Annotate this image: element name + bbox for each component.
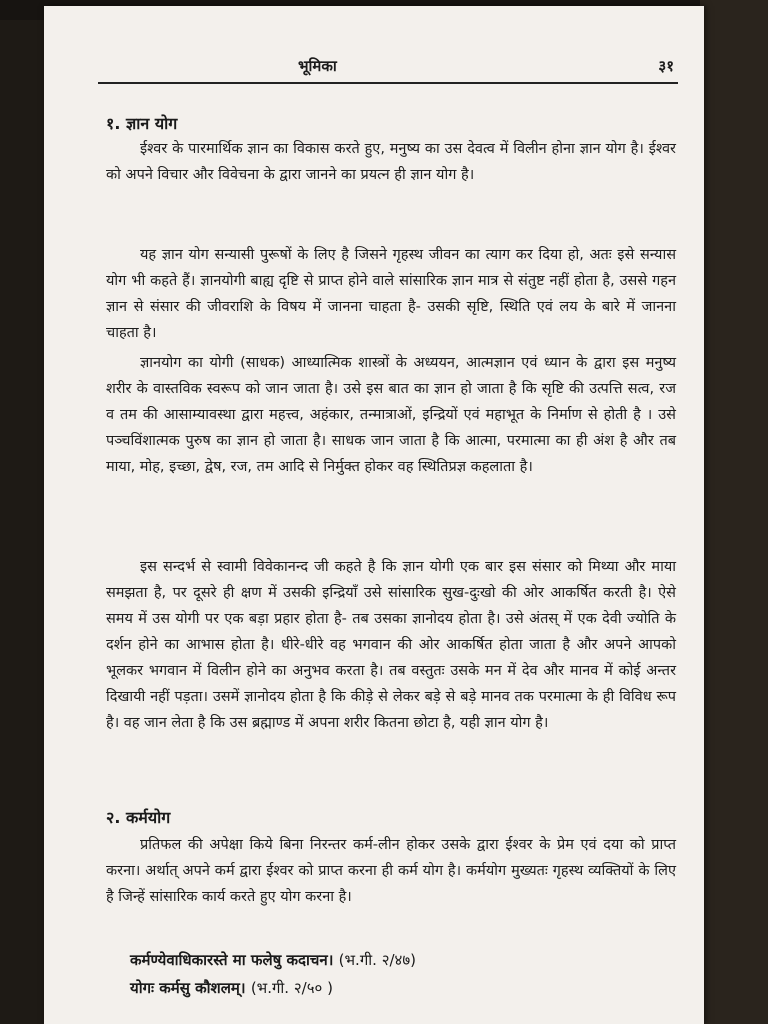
page-header-title: भूमिका [298,57,337,75]
background-right [700,0,768,1024]
section-heading-gyan-yoga: १. ज्ञान योग [106,114,178,133]
book-page [44,6,704,1024]
page-header [98,56,678,84]
page-number: ३१ [658,57,674,75]
paragraph: ज्ञानयोग का योगी (साधक) आध्यात्मिक शास्त्रों के अध्ययन, आत्मज्ञान एवं ध्यान के द्वारा इस मनुष्य शरीर के वास्तविक स्वरूप को जान जाता है। उसे इस बात का ज्ञान हो जाता है कि सृष्टि की उत्पत्ति सत्व, रज व तम की आसाम्यावस्था द्वारा महत्त्व, अहंकार, तन्मात्राओं, इन्द्रियों एवं महाभूत के निर्माण से होती है । उसे पञ्चविंशात्मक पुरुष का ज्ञान हो जाता है। साधक जान जाता है कि आत्मा, परमात्मा का ही अंश है और तब माया, मोह, इच्छा, द्वेष, रज, तम आदि से निर्मुक्त होकर वह स्थितिप्रज्ञ कहलाता है। [106,355,676,475]
paragraph: ईश्वर के पारमार्थिक ज्ञान का विकास करते हुए, मनुष्य का उस देवत्व में विलीन होना ज्ञान योग है। ईश्वर को अपने विचार और विवेचना के द्वारा जानने का प्रयत्न ही ज्ञान योग है। [106,141,676,183]
paragraph: यह ज्ञान योग सन्यासी पुरूषों के लिए है जिसने गृहस्थ जीवन का त्याग कर दिया हो, अतः इसे सन्यास योग भी कहते हैं। ज्ञानयोगी बाह्य दृष्टि से प्राप्त होने वाले सांसारिक ज्ञान मात्र से संतुष्ट नहीं होता है, उससे गहन ज्ञान से संसार की जीवराशि के विषय में जानना चाहता है- उसकी सृष्टि, स्थिति एवं लय के बारे में जानना चाहता है। [106,247,676,341]
paragraph: प्रतिफल की अपेक्षा किये बिना निरन्तर कर्म-लीन होकर उसके द्वारा ईश्वर के प्रेम एवं दया को प्राप्त करना। अर्थात् अपने कर्म द्वारा ईश्वर को प्राप्त करना ही कर्म योग है। कर्मयोग मुख्यतः गृहस्थ व्यक्तियों के लिए है जिन्हें सांसारिक कार्य करते हुए योग करना है। [106,837,676,905]
verse-text: योगः कर्मसु कौशलम्। [130,979,246,997]
verse-reference: (भ.गी. २/४७) [338,951,416,969]
verse-reference: (भ.गी. २/५० ) [250,979,333,997]
paragraph: इस सन्दर्भ से स्वामी विवेकानन्द जी कहते है कि ज्ञान योगी एक बार इस संसार को मिथ्या और माया समझता है, पर दूसरे ही क्षण में उसकी इन्द्रियाँ उसे सांसारिक सुख-दुःखो की ओर आकर्षित करती है। ऐसे समय में उस योगी पर एक बड़ा प्रहार होता है- तब उसका ज्ञानोदय होता है। उसे अंतस् में एक देवी ज्योति के दर्शन होने का आभास होता है। धीरे-धीरे वह भगवान की ओर आकर्षित होता जाता है और अपने आपको भूलकर भगवान में विलीन होने का अनुभव करता है। तब वस्तुतः उसके मन में देव और मानव में कोई अन्तर दिखायी नहीं पड़ता। उसमें ज्ञानोदय होता है कि कीड़े से लेकर बड़े से बड़े मानव तक परमात्मा के ही विविध रूप है। वह जान लेता है कि उस ब्रह्माण्ड में अपना शरीर कितना छोटा है, यही ज्ञान योग है। [106,559,676,731]
section-heading-karma-yoga: २. कर्मयोग [106,808,171,827]
verse-line [130,950,416,970]
verse-line [130,978,333,998]
verse-text: कर्मण्येवाधिकारस्ते मा फलेषु कदाचन। [130,951,334,969]
